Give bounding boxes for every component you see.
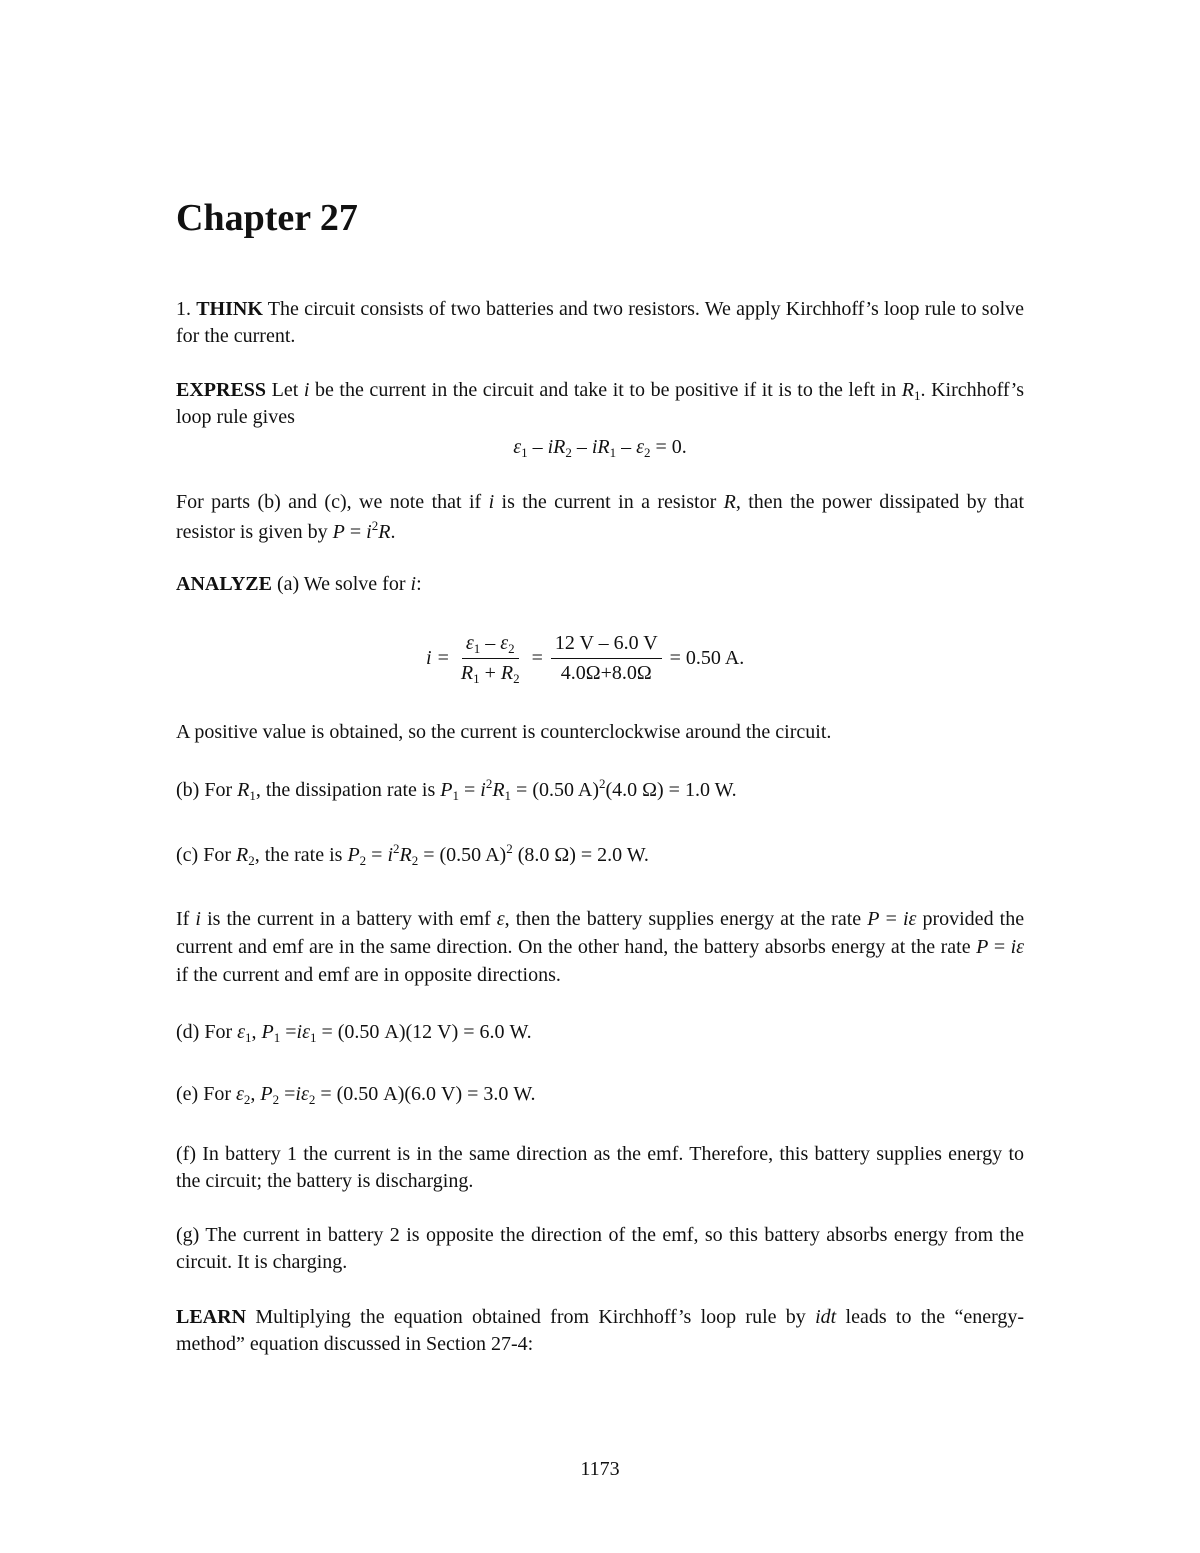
symbolic-fraction: $\frac{\varepsilon_1 - \varepsilon_2}{R_1 + R_2}$ bbox=[460, 631, 520, 686]
express-label: EXPRESS bbox=[176, 379, 267, 401]
think-label: THINK bbox=[196, 298, 263, 320]
think-paragraph bbox=[176, 296, 1024, 350]
chapter-title: Chapter 27 bbox=[176, 197, 358, 239]
part-d: (d) For $\varepsilon_1$, $P_1 =i\varepsilon_1 = (0.50$ A)(12 V) = 6.0 W. bbox=[176, 1021, 532, 1045]
problem-number: 1. bbox=[176, 298, 191, 320]
learn-paragraph: LEARN Multiplying the equation obtained from Kirchhoff’s loop rule by idt leads to the “energy-method” equation discussed in Section 27-4: bbox=[176, 1306, 1025, 1355]
think-text: The circuit consists of two batteries and two resistors. We apply Kirchhoff’s loop rule to solve for the current. bbox=[176, 298, 1025, 347]
part-g: (g) The current in battery 2 is opposite the direction of the emf, so this battery absorbs energy from the circuit. It is charging. bbox=[176, 1224, 1024, 1273]
part-c: (c) For $R_2$, the rate is $P_2 = i^2R_2 = (0.50$ A)$^2$ (8.0 Ω) = 2.0 W. bbox=[176, 841, 649, 868]
express-paragraph: EXPRESS Let i be the current in the circuit and take it to be positive if it is to the left in $R_1$. Kirchhoff’s loop rule gives bbox=[176, 379, 1025, 428]
power-intro-paragraph: For parts (b) and (c), we note that if i is the current in a resistor R, then the power dissipated by that resistor is given by $P = i^2R$. bbox=[176, 491, 1025, 543]
positive-value-note: A positive value is obtained, so the current is counterclockwise around the circuit. bbox=[176, 721, 832, 743]
page-number: 1173 bbox=[580, 1458, 620, 1480]
analyze-label: ANALYZE bbox=[176, 573, 272, 595]
part-e: (e) For $\varepsilon_2$, $P_2 =i\varepsilon_2 = (0.50$ A)(6.0 V) = 3.0 W. bbox=[176, 1083, 536, 1107]
loop-rule-equation: $\varepsilon_1 - iR_2 - iR_1 - \varepsilon_2 = 0$. bbox=[513, 436, 687, 460]
current-equation: i = $\frac{\varepsilon_1 - \varepsilon_2}{R_1 + R_2}$ = $\frac{12 V - 6.0 V}{4.0\Omega+8.0\Omega}$ = 0.50 A. bbox=[426, 631, 745, 686]
battery-note: If i is the current in a battery with emf ε, then the battery supplies energy at the rate P = iε provided the current and emf are in the same direction. On the other hand, the battery absorbs energy at the rate P = iε if the current and emf are in opposite directions. bbox=[176, 908, 1025, 986]
part-b: (b) For $R_1$, the dissipation rate is $P_1 = i^2R_1 = (0.50$ A)$^2$(4.0 Ω) = 1.0 W. bbox=[176, 776, 737, 803]
part-f: (f) In battery 1 the current is in the same direction as the emf. Therefore, this battery supplies energy to the circuit; the battery is discharging. bbox=[176, 1143, 1024, 1192]
numeric-fraction: $\frac{12 V - 6.0 V}{4.0\Omega+8.0\Omega}$ bbox=[551, 632, 662, 685]
learn-label: LEARN bbox=[176, 1306, 247, 1328]
analyze-paragraph: ANALYZE (a) We solve for i: bbox=[176, 573, 422, 595]
